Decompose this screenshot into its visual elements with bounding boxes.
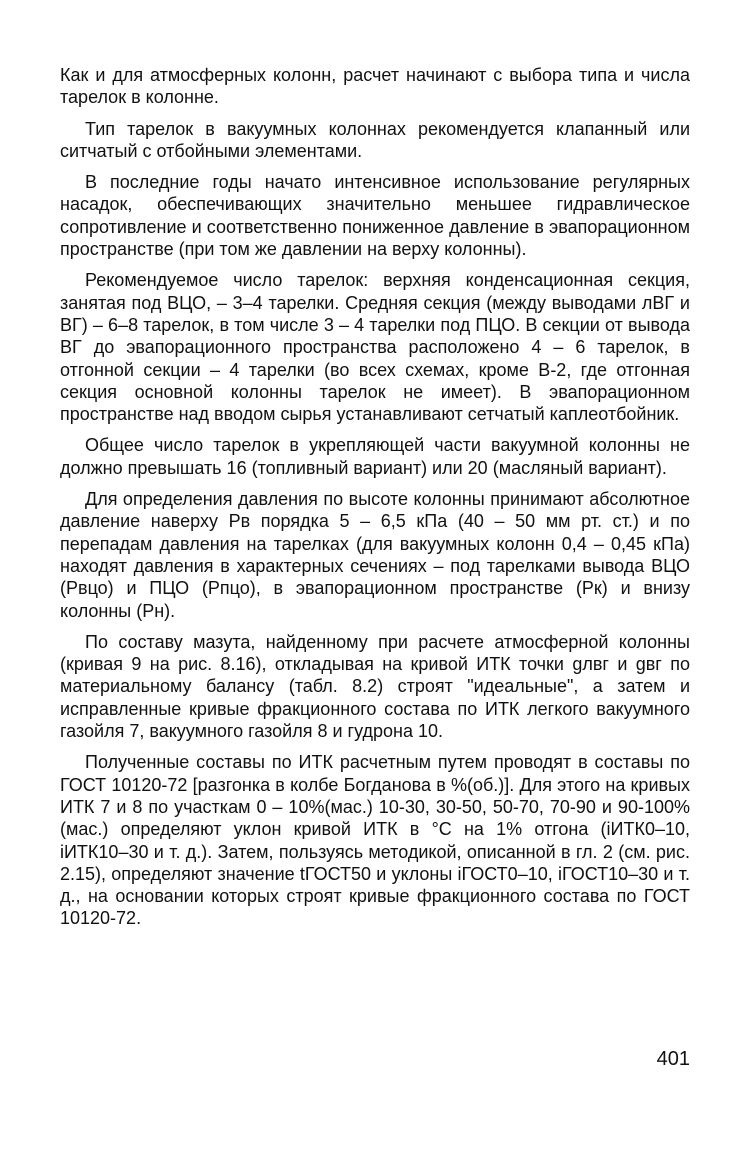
paragraph-5: Общее число тарелок в укрепляющей части вакуумной колонны не должно превышать 16 (топливный вариант) или 20 (масляный вариант). <box>60 435 690 478</box>
paragraph-1: Как и для атмосферных колонн, расчет начинают с выбора типа и числа тарелок в колонне. <box>60 65 690 108</box>
paragraph-3: В последние годы начато интенсивное использование регулярных насадок, обеспечивающих значительно меньшее гидравлическое сопротивление и соответственно пониженное давление в эвапорационном пространстве (при том же давлении на верху колонны). <box>60 172 690 260</box>
paragraph-2: Тип тарелок в вакуумных колоннах рекомендуется клапанный или ситчатый с отбойными элементами. <box>60 118 690 161</box>
paragraph-8: Полученные составы по ИТК расчетным путем проводят в составы по ГОСТ 10120-72 [разгонка в колбе Богданова в %(об.)]. Для этого на кривых ИТК 7 и 8 по участкам 0 – 10%(мас.) 10-30, 30-50, 50-70, 70-90 и 90-100%(мас.) определяют уклон кривой ИТК в °С на 1% отгона (iИТК0–10, iИТК10–30 и т. д.). Затем, пользуясь методикой, описанной в гл. 2 (см. рис. 2.15), определяют значение tГОСТ50 и уклоны iГОСТ0–10, iГОСТ10–30 и т. д., на основании которых строят кривые фракционного состава по ГОСТ 10120-72. <box>60 752 690 929</box>
page-number: 401 <box>656 1048 690 1070</box>
paragraph-7: По составу мазута, найденному при расчете атмосферной колонны (кривая 9 на рис. 8.16), откладывая на кривой ИТК точки gлвг и gвг по материальному балансу (табл. 8.2) строят "идеальные", а затем и исправленные кривые фракционного состава по ИТК легкого вакуумного газойля 7, вакуумного газойля 8 и гудрона 10. <box>60 631 690 742</box>
paragraph-6: Для определения давления по высоте колонны принимают абсолютное давление наверху Pв порядка 5 – 6,5 кПа (40 – 50 мм рт. ст.) и по перепадам давления на тарелках (для вакуумных колонн 0,4 – 0,45 кПа) находят давления в характерных сечениях – под тарелками вывода ВЦО (Pвцо) и ПЦО (Pпцо), в эвапорационном пространстве (Pк) и внизу колонны (Pн). <box>60 489 690 621</box>
paragraph-4: Рекомендуемое число тарелок: верхняя конденсационная секция, занятая под ВЦО, – 3–4 тарелки. Средняя секция (между выводами лВГ и ВГ) – 6–8 тарелок, в том числе 3 – 4 тарелки под ПЦО. В секции от вывода ВГ до эвапорационного пространства расположено 4 – 6 тарелок, в отгонной секции – 4 тарелки (во всех схемах, кроме В-2, где отгонная секция основной колонны тарелок не имеет). В эвапорационном пространстве над вводом сырья устанавливают сетчатый каплеотбойник. <box>60 270 690 425</box>
body-text <box>60 64 690 939</box>
